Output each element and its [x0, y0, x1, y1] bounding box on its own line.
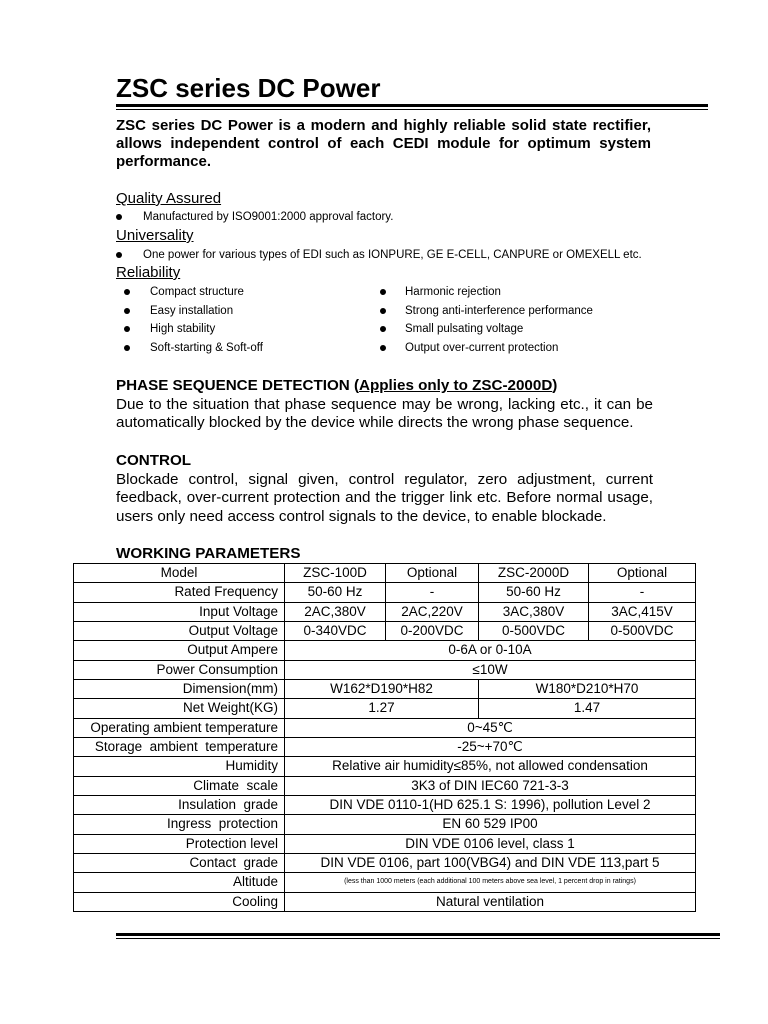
list-item-text: Manufactured by ISO9001:2000 approval factory. — [143, 211, 394, 223]
page-title: ZSC series DC Power — [116, 73, 381, 103]
table-cell: 1.47 — [479, 699, 696, 718]
quality-heading: Quality Assured — [116, 190, 222, 207]
phase-heading-close: ) — [552, 377, 558, 394]
footer-divider — [116, 933, 720, 939]
table-cell: 3AC,380V — [479, 602, 589, 621]
table-row — [74, 602, 696, 621]
list-item-text: High stability — [150, 323, 216, 336]
bullet-icon — [124, 345, 130, 351]
list-item-text: Output over-current protection — [405, 342, 559, 354]
table-cell: 3K3 of DIN IEC60 721-3-3 — [285, 776, 696, 795]
table-row — [74, 873, 696, 892]
bullet-icon — [380, 326, 386, 332]
intro-paragraph: ZSC series DC Power is a modern and highly reliable solid state rectifier, allows independent control of each CEDI module for optimum system performance. — [116, 117, 651, 170]
working-parameters-table — [73, 563, 696, 912]
row-label: Input Voltage — [74, 602, 285, 621]
bullet-icon — [380, 308, 386, 314]
reliability-heading: Reliability — [116, 264, 181, 281]
row-label: Dimension(mm) — [74, 679, 285, 698]
table-row — [74, 660, 696, 679]
table-row — [74, 853, 696, 872]
table-cell: - — [386, 583, 479, 602]
table-row — [74, 795, 696, 814]
table-row — [74, 757, 696, 776]
table-cell: ZSC-100D — [285, 564, 386, 583]
list-item-text: Small pulsating voltage — [405, 323, 524, 336]
table-row — [74, 815, 696, 834]
table-cell: DIN VDE 0110-1(HD 625.1 S: 1996), pollution Level 2 — [285, 795, 696, 814]
table-cell: 0-340VDC — [285, 621, 386, 640]
bullet-icon — [116, 252, 122, 258]
bullet-icon — [124, 289, 130, 295]
table-cell: 0-6A or 0-10A — [285, 641, 696, 660]
control-body: Blockade control, signal given, control regulator, zero adjustment, current feedback, over-current protection and the trigger link etc. Before normal usage, users only need access control signals to the device, to enable blockade. — [116, 470, 653, 525]
list-item-text: Soft-starting & Soft-off — [150, 342, 263, 354]
table-row — [74, 834, 696, 853]
row-label: Climate scale — [74, 776, 285, 795]
bullet-icon — [380, 289, 386, 295]
phase-heading-text: PHASE SEQUENCE DETECTION ( — [116, 377, 360, 394]
table-cell: ≤10W — [285, 660, 696, 679]
table-cell: EN 60 529 IP00 — [285, 815, 696, 834]
table-cell: 2AC,380V — [285, 602, 386, 621]
row-label: Operating ambient temperature — [74, 718, 285, 737]
table-row — [74, 737, 696, 756]
table-cell: Optional — [386, 564, 479, 583]
bullet-icon — [124, 308, 130, 314]
row-label: Insulation grade — [74, 795, 285, 814]
table-cell: 0-200VDC — [386, 621, 479, 640]
bullet-icon — [124, 326, 130, 332]
list-item-text: One power for various types of EDI such as IONPURE, GE E-CELL, CANPURE or OMEXELL etc. — [143, 249, 642, 261]
table-row — [74, 641, 696, 660]
row-label: Model — [74, 564, 285, 583]
table-row — [74, 776, 696, 795]
table-cell: 2AC,220V — [386, 602, 479, 621]
table-cell: 3AC,415V — [589, 602, 696, 621]
bullet-icon — [116, 214, 122, 220]
control-heading: CONTROL — [116, 451, 192, 469]
row-label: Output Voltage — [74, 621, 285, 640]
table-row — [74, 679, 696, 698]
table-row — [74, 718, 696, 737]
title-divider — [116, 104, 708, 110]
table-cell: ZSC-2000D — [479, 564, 589, 583]
table-cell: DIN VDE 0106 level, class 1 — [285, 834, 696, 853]
working-parameters-heading: WORKING PARAMETERS — [116, 545, 301, 563]
table-cell: W162*D190*H82 — [285, 679, 479, 698]
list-item-text: Compact structure — [150, 286, 244, 298]
table-cell: (less than 1000 meters (each additional 100 meters above sea level, 1 percent drop in ratings) — [285, 873, 696, 892]
detail-sections — [116, 377, 653, 564]
table-cell: DIN VDE 0106, part 100(VBG4) and DIN VDE 113,part 5 — [285, 853, 696, 872]
table-row — [74, 564, 696, 583]
row-label: Power Consumption — [74, 660, 285, 679]
row-label: Storage ambient temperature — [74, 737, 285, 756]
phase-heading — [116, 377, 653, 396]
table-cell: 50-60 Hz — [479, 583, 589, 602]
list-item-text: Harmonic rejection — [405, 286, 501, 298]
row-label: Output Ampere — [74, 641, 285, 660]
row-label: Net Weight(KG) — [74, 699, 285, 718]
table-cell: 0-500VDC — [589, 621, 696, 640]
table-cell: 1.27 — [285, 699, 479, 718]
table-cell: 50-60 Hz — [285, 583, 386, 602]
row-label: Contact grade — [74, 853, 285, 872]
phase-applies-note: Applies only to ZSC-2000D — [359, 377, 553, 394]
list-item-text: Strong anti-interference performance — [405, 304, 593, 317]
table-cell: Natural ventilation — [285, 892, 696, 911]
row-label: Altitude — [74, 873, 285, 892]
table-row — [74, 583, 696, 602]
phase-body: Due to the situation that phase sequence may be wrong, lacking etc., it can be automatically blocked by the device while directs the wrong phase sequence. — [116, 395, 653, 432]
list-item-text: Easy installation — [150, 304, 234, 317]
row-label: Ingress protection — [74, 815, 285, 834]
row-label: Rated Frequency — [74, 583, 285, 602]
row-label: Cooling — [74, 892, 285, 911]
table-cell: Optional — [589, 564, 696, 583]
table-cell: -25~+70℃ — [285, 737, 696, 756]
bullet-icon — [380, 345, 386, 351]
row-label: Protection level — [74, 834, 285, 853]
row-label: Humidity — [74, 757, 285, 776]
table-cell: 0-500VDC — [479, 621, 589, 640]
table-row — [74, 699, 696, 718]
table-cell: W180*D210*H70 — [479, 679, 696, 698]
universality-heading: Universality — [116, 227, 194, 244]
table-cell: 0~45℃ — [285, 718, 696, 737]
table-row — [74, 892, 696, 911]
table-row — [74, 621, 696, 640]
table-cell: - — [589, 583, 696, 602]
table-cell: Relative air humidity≤85%, not allowed condensation — [285, 757, 696, 776]
